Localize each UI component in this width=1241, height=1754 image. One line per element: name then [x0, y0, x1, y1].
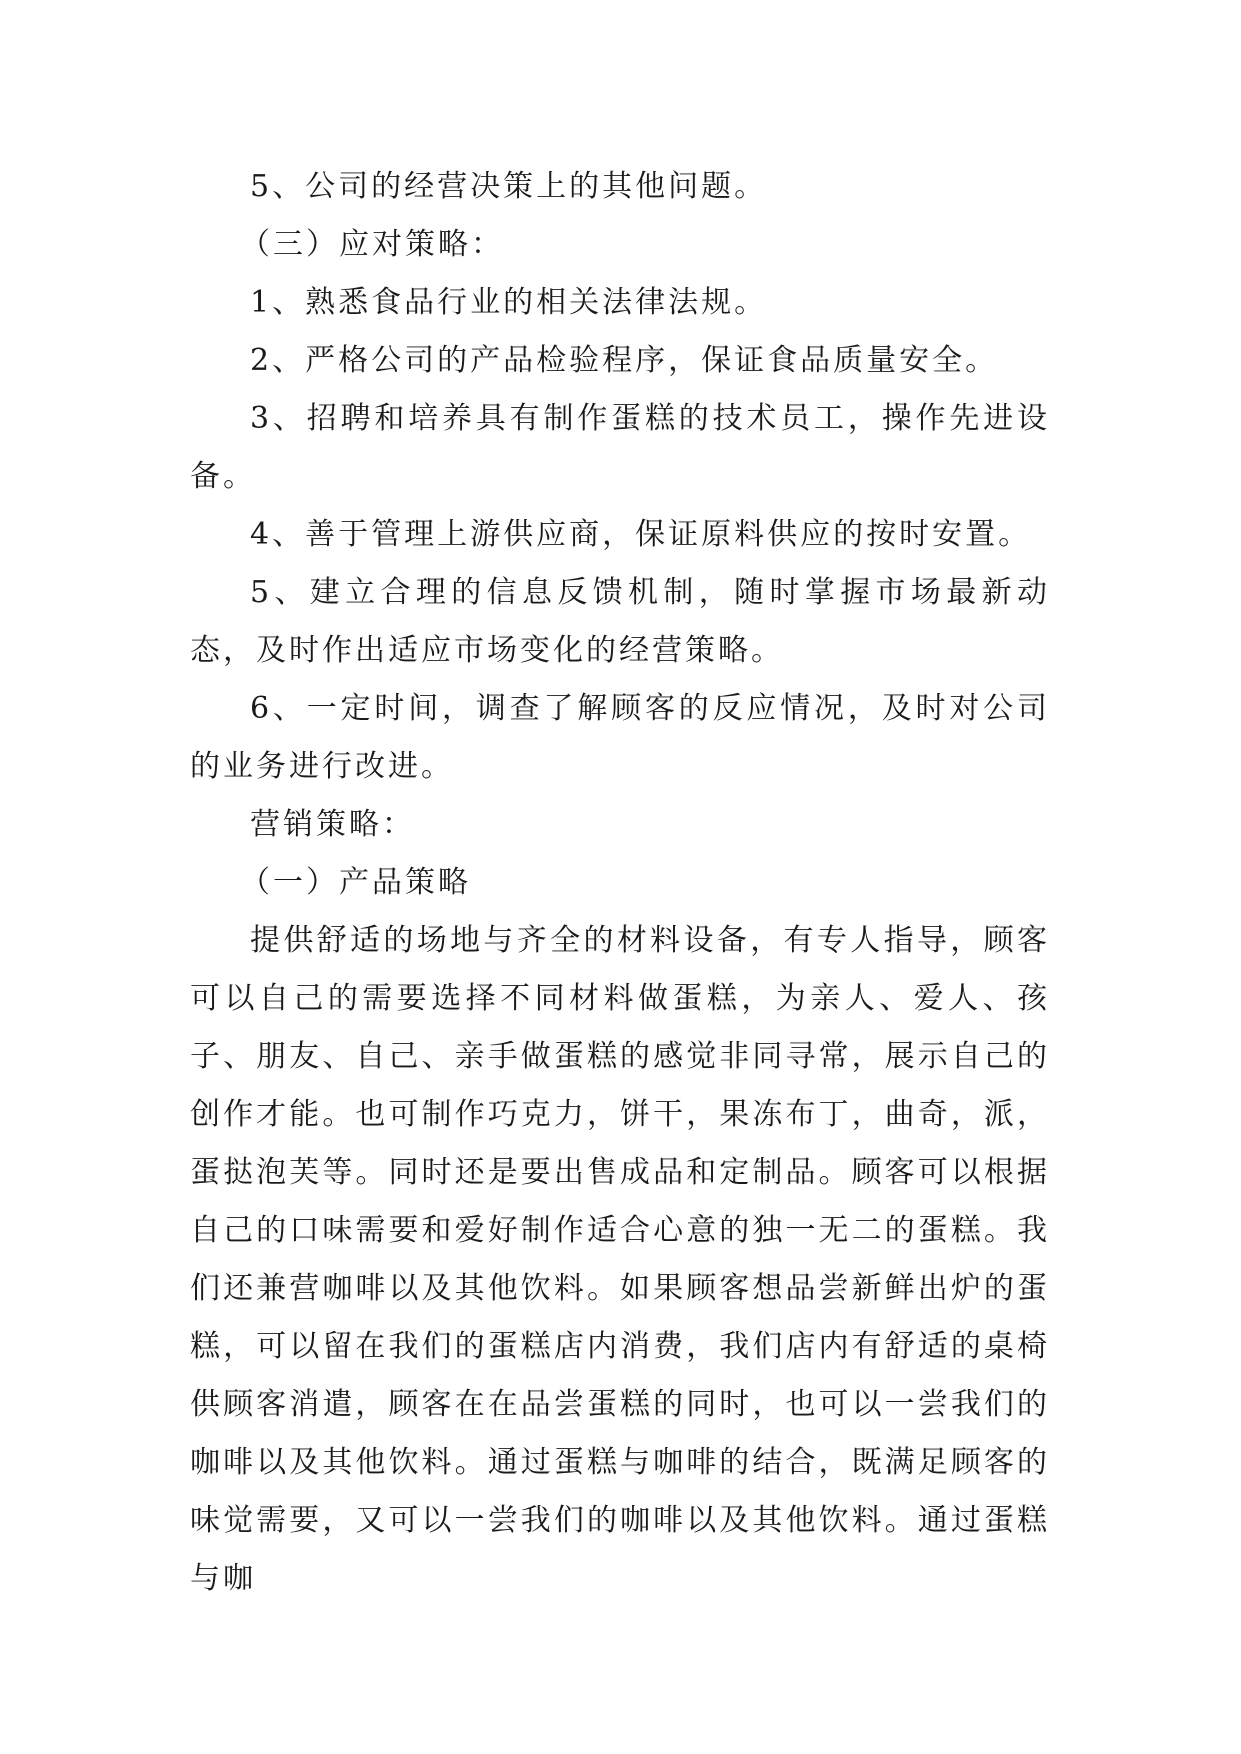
- section-heading-product-strategy: （一）产品策略: [240, 865, 471, 900]
- paragraph-item-5-other-issues: 5、公司的经营决策上的其他问题。: [250, 169, 768, 204]
- paragraph-item-6-survey: 6、一定时间，调查了解顾客的反应情况，及时对公司的业务进行改进。: [190, 691, 1050, 784]
- section-heading-marketing-strategy: 营销策略：: [250, 807, 415, 842]
- document-body: [190, 158, 1050, 1608]
- paragraph-item-5-feedback: 5、建立合理的信息反馈机制，随时掌握市场最新动态，及时作出适应市场变化的经营策略。: [190, 575, 1050, 668]
- paragraph-item-3-staff: 3、招聘和培养具有制作蛋糕的技术员工，操作先进设备。: [190, 401, 1050, 494]
- paragraph-item-1-laws: 1、熟悉食品行业的相关法律法规。: [250, 285, 768, 320]
- paragraph-item-2-inspection: 2、严格公司的产品检验程序，保证食品质量安全。: [250, 343, 999, 378]
- paragraph-product-description: 提供舒适的场地与齐全的材料设备，有专人指导，顾客可以自己的需要选择不同材料做蛋糕，为亲人、爱人、孩子、朋友、自己、亲手做蛋糕的感觉非同寻常，展示自己的创作才能。也可制作巧克力，饼干，果冻布丁，曲奇，派，蛋挞泡芙等。同时还是要出售成品和定制品。顾客可以根据自己的口味需要和爱好制作适合心意的独一无二的蛋糕。我们还兼营咖啡以及其他饮料。如果顾客想品尝新鲜出炉的蛋糕，可以留在我们的蛋糕店内消费，我们店内有舒适的桌椅供顾客消遣，顾客在在品尝蛋糕的同时，也可以一尝我们的咖啡以及其他饮料。通过蛋糕与咖啡的结合，既满足顾客的味觉需要，又可以一尝我们的咖啡以及其他饮料。通过蛋糕与咖: [190, 923, 1050, 1596]
- section-heading-coping-strategies: （三）应对策略：: [240, 227, 504, 262]
- paragraph-item-4-suppliers: 4、善于管理上游供应商，保证原料供应的按时安置。: [250, 517, 1032, 552]
